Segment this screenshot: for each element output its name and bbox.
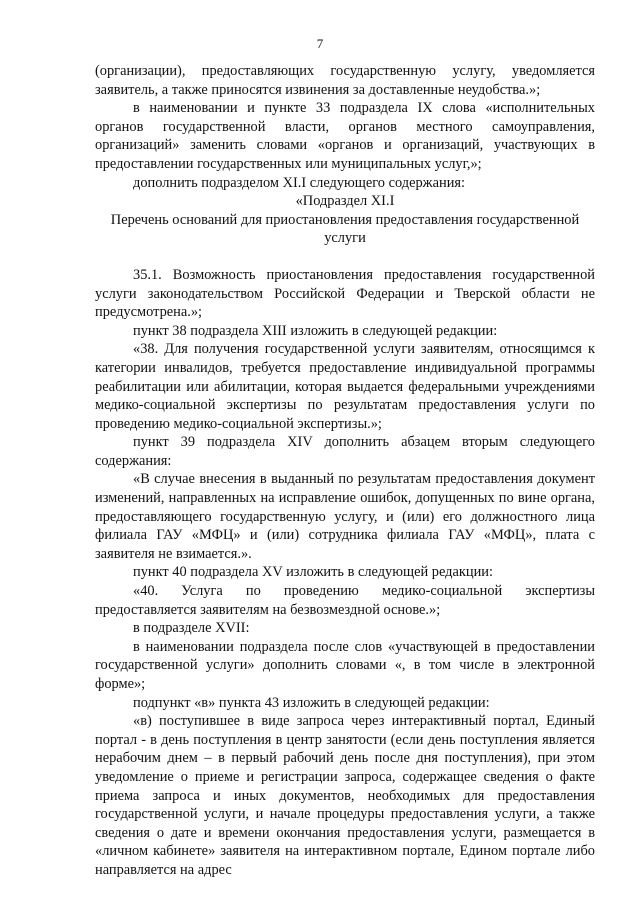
paragraph: в наименовании и пункте 33 подраздела IX слова «исполнительных органов государственной власти, органов местного самоуправления, организаций» заменить словами «органов и организаций, участвующих в предоставлении государственных или муниципальных услуг,»; xyxy=(95,100,595,172)
document-body xyxy=(95,62,595,880)
paragraph: пункт 38 подраздела XIII изложить в следующей редакции: xyxy=(133,322,498,339)
page-number: 7 xyxy=(316,36,324,51)
paragraph: «В случае внесения в выданный по результатам предоставления документ изменений, направленных на исправление ошибок, допущенных по вине органа, предоставляющего государственную услугу, и (или) его должностного лица филиала ГАУ «МФЦ» и (или) сотрудника филиала ГАУ «МФЦ», плата с заявителя не взимается.». xyxy=(95,471,595,562)
subsection-heading: «Подраздел XI.I xyxy=(295,193,395,210)
paragraph: дополнить подразделом XI.I следующего содержания: xyxy=(133,174,466,191)
paragraph: пункт 40 подраздела XV изложить в следующей редакции: xyxy=(133,564,493,581)
paragraph: в наименовании подраздела после слов «участвующей в предоставлении государственной услуги» дополнить словами «, в том числе в электронной форме»; xyxy=(95,638,595,692)
paragraph: (организации), предоставляющих государственную услугу, уведомляется заявитель, а также приносятся извинения за доставленные неудобства.»; xyxy=(95,63,595,98)
subsection-title: Перечень оснований для приостановления предоставления государственной услуги xyxy=(110,211,580,247)
paragraph: подпункт «в» пункта 43 изложить в следующей редакции: xyxy=(133,694,490,711)
paragraph: «в) поступившее в виде запроса через интерактивный портал, Единый портал - в день поступления в центр занятости (если день поступления является нерабочим днем – в первый рабочий день после дня поступления), при этом уведомление о приеме и регистрации запроса, содержащее сведения о факте приема запроса и иных документов, необходимых для предоставления государственной услуги, и начале процедуры предоставления услуги, а также сведения о дате и времени окончания предоставления услуги, размещается в «личном кабинете» заявителя на интерактивном портале, Едином портале либо направляется на адрес xyxy=(95,713,595,878)
paragraph: 35.1. Возможность приостановления предоставления государственной услуги законодательством Российской Федерации и Тверской области не предусмотрена.»; xyxy=(95,266,595,321)
paragraph: «40. Услуга по проведению медико-социальной экспертизы предоставляется заявителям на безвозмездной основе.»; xyxy=(95,583,595,618)
paragraph: в подразделе XVII: xyxy=(133,620,250,637)
paragraph: «38. Для получения государственной услуги заявителям, относящимся к категории инвалидов, требуется предоставление индивидуальной программы реабилитации или абилитации, которая выдается федеральными учреждениями медико-социальной экспертизы по результатам предоставления услуги по проведению медико-социальной экспертизы.»; xyxy=(95,341,595,432)
paragraph: пункт 39 подраздела XIV дополнить абзацем вторым следующего содержания: xyxy=(95,434,595,469)
